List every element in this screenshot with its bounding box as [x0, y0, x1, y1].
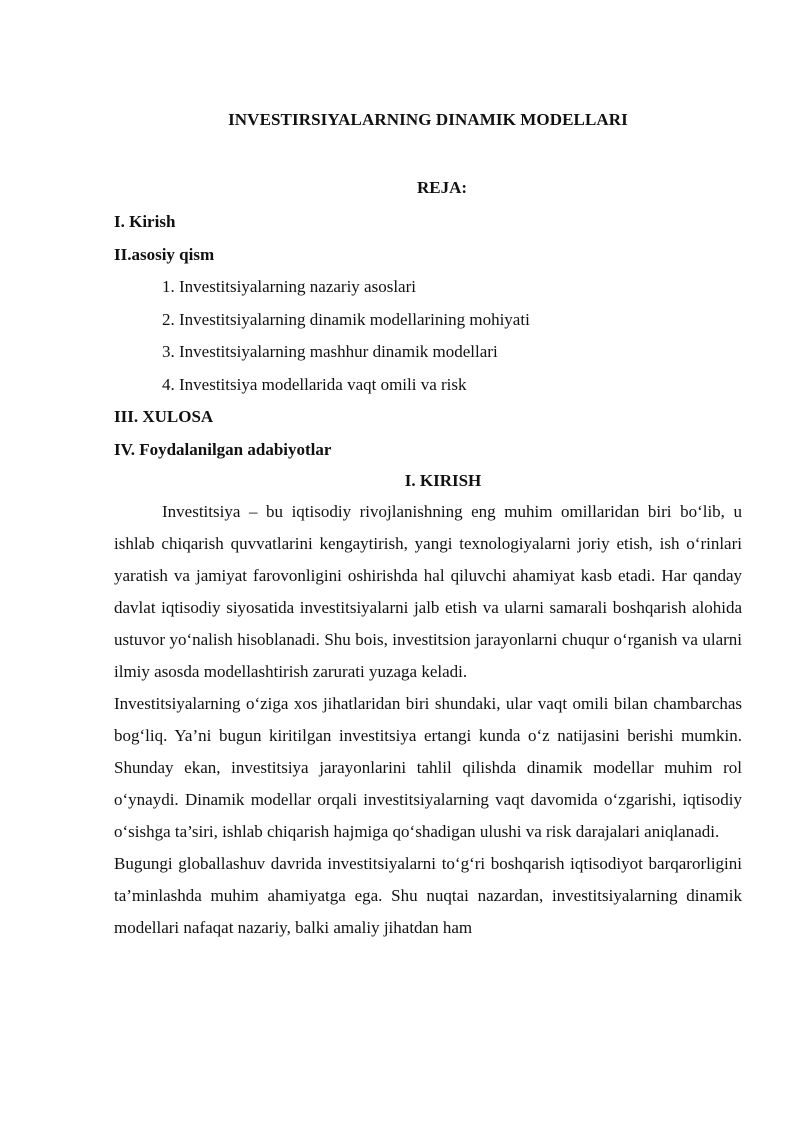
- plan-item-conclusion: III. XULOSA: [114, 407, 214, 426]
- plan-subitem-2: 2. Investitsiyalarning dinamik modellarining mohiyati: [162, 309, 530, 329]
- paragraph-2: Investitsiyalarning o‘ziga xos jihatlaridan biri shundaki, ular vaqt omili bilan chambarchas bog‘liq. Ya’ni bugun kiritilgan investitsiya ertangi kunda o‘z natijasini berishi mumkin. Shunday ekan, investitsiya jarayonlarini tahlil qilishda dinamik modellar muhim rol o‘ynaydi. Dinamik modellar orqali investitsiyalarning vaqt davomida o‘zgarishi, iqtisodiy o‘sishga ta’siri, ishlab chiqarish hajmiga qo‘shadigan ulushi va risk darajalari aniqlanadi.: [114, 694, 742, 841]
- document-title: INVESTIRSIYALARNING DINAMIK MODELLARI: [228, 110, 628, 129]
- plan-heading: REJA:: [416, 178, 468, 197]
- paragraph-1: Investitsiya – bu iqtisodiy rivojlanishning eng muhim omillaridan biri bo‘lib, u ishlab chiqarish quvvatlarini kengaytirish, yangi texnologiyalarni joriy etish, ish o‘rinlari yaratish va jamiyat farovonligini oshirishda hal qiluvchi ahamiyat kasb etadi. Har qanday davlat iqtisodiy siyosatida investitsiyalarni jalb etish va ularni samarali boshqarish alohida ustuvor yo‘nalish hisoblanadi. Shu bois, investitsion jarayonlarni chuqur o‘rganish va ularni ilmiy asosda modellashtirish zarurati yuzaga keladi.: [114, 502, 742, 681]
- plan-item-references: IV. Foydalanilgan adabiyotlar: [114, 439, 332, 459]
- plan-subitem-1: 1. Investitsiyalarning nazariy asoslari: [162, 277, 416, 296]
- paragraph-3: Bugungi globallashuv davrida investitsiyalarni to‘g‘ri boshqarish iqtisodiyot barqarorligini ta’minlashda muhim ahamiyatga ega. Shu nuqtai nazardan, investitsiyalarning dinamik modellari nafaqat nazariy, balki amaliy jihatdan ham: [114, 854, 742, 937]
- plan-subitem-3: 3. Investitsiyalarning mashhur dinamik modellari: [162, 342, 498, 361]
- plan-item-intro: I. Kirish: [114, 212, 176, 231]
- plan-item-main-part: II.asosiy qism: [114, 244, 215, 264]
- plan-subitem-4: 4. Investitsiya modellarida vaqt omili va risk: [162, 374, 467, 394]
- section-heading-intro: I. KIRISH: [404, 471, 482, 490]
- plan-list: [114, 206, 742, 466]
